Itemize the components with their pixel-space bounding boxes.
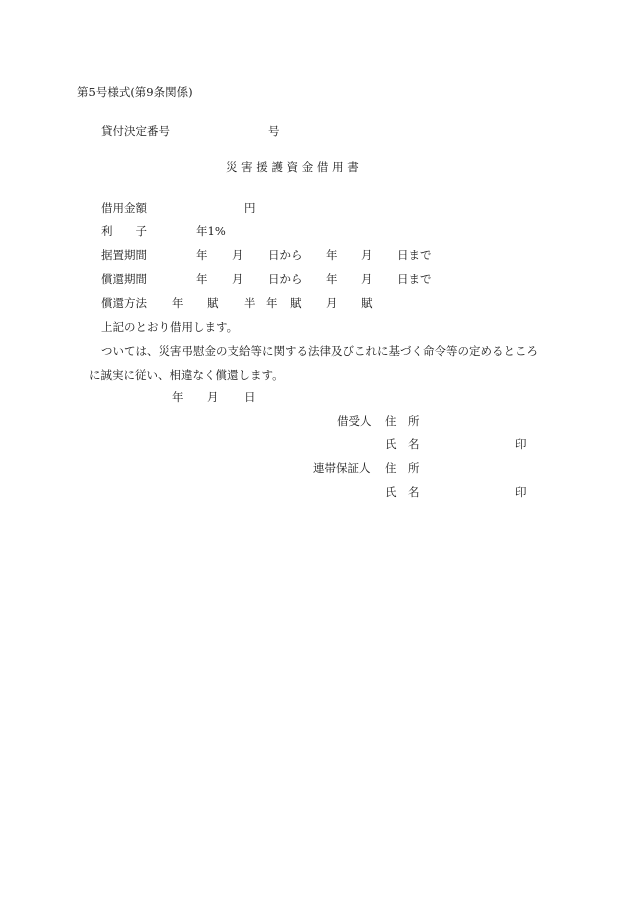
repayment-year: 年 <box>196 272 208 286</box>
document-title: 災 害 援 護 資 金 借 用 書 <box>226 160 359 174</box>
method-installment-3: 賦 <box>361 296 373 310</box>
repayment-period-label: 償還期間 <box>101 272 147 286</box>
repayment-day-to: 日まで <box>397 272 432 286</box>
method-year-2: 年 <box>266 296 278 310</box>
loan-amount-label: 借用金額 <box>101 201 147 215</box>
date-year: 年 <box>172 390 184 404</box>
interest-label: 利 子 <box>101 224 147 238</box>
repayment-month-2: 月 <box>361 272 373 286</box>
deferment-period-label: 据置期間 <box>101 248 147 262</box>
loan-amount-unit: 円 <box>244 201 256 215</box>
method-installment-2: 賦 <box>290 296 302 310</box>
deferment-month-2: 月 <box>361 248 373 262</box>
guarantor-label: 連帯保証人 <box>313 461 371 475</box>
deferment-day-to: 日まで <box>397 248 432 262</box>
repayment-year-2: 年 <box>326 272 338 286</box>
method-half: 半 <box>244 296 256 310</box>
method-year: 年 <box>172 296 184 310</box>
interest-value: 年1% <box>196 224 226 238</box>
guarantor-address-label: 住 所 <box>385 461 420 475</box>
deferment-year-2: 年 <box>326 248 338 262</box>
borrower-seal: 印 <box>515 437 527 451</box>
borrower-name-label: 氏 名 <box>385 437 420 451</box>
deferment-day-from: 日から <box>268 248 303 262</box>
borrower-label: 借受人 <box>337 414 372 428</box>
form-number: 第5号様式(第9条関係) <box>77 85 193 99</box>
method-installment: 賦 <box>207 296 219 310</box>
deferment-month: 月 <box>232 248 244 262</box>
loan-decision-suffix: 号 <box>268 124 280 138</box>
loan-decision-label: 貸付決定番号 <box>101 124 170 138</box>
repayment-month: 月 <box>232 272 244 286</box>
statement-line-1: 上記のとおり借用します。 <box>101 320 239 334</box>
date-day: 日 <box>244 390 256 404</box>
borrower-address-label: 住 所 <box>385 414 420 428</box>
method-month: 月 <box>326 296 338 310</box>
date-month: 月 <box>207 390 219 404</box>
statement-line-2: ついては、災害弔慰金の支給等に関する法律及びこれに基づく命令等の定めるところ <box>101 344 538 358</box>
repayment-method-label: 償還方法 <box>101 296 147 310</box>
statement-line-3: に誠実に従い、相違なく償還します。 <box>89 368 284 382</box>
repayment-day-from: 日から <box>268 272 303 286</box>
guarantor-name-label: 氏 名 <box>385 485 420 499</box>
deferment-year: 年 <box>196 248 208 262</box>
guarantor-seal: 印 <box>515 485 527 499</box>
